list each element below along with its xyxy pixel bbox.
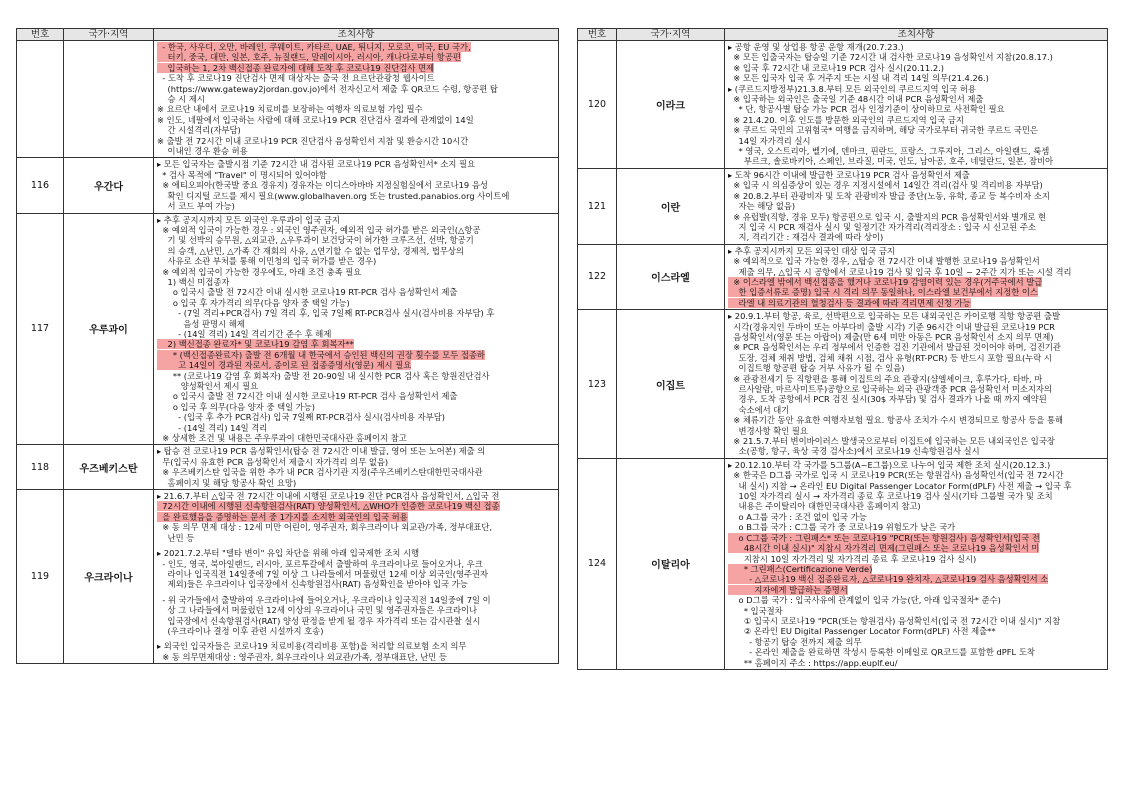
measure-line xyxy=(157,125,554,135)
measure-line xyxy=(157,94,554,104)
measure-text: * 단, 항공사별 탑승 가능 PCR 검사 인정기준이 상이하므로 사전확인 필요 xyxy=(728,104,1005,115)
measure-line xyxy=(728,201,1103,211)
measure-line xyxy=(157,180,554,190)
measure-line xyxy=(728,543,1103,553)
measure-text: * 검사 목적에 "Travel" 이 명시되어 있어야함 xyxy=(157,169,327,180)
table-row xyxy=(578,244,1108,309)
measure-text: 입국장에서 신속항원검사(RAT) 양성 판정을 받게 될 경우 자가격리 또는 감시관찰 실시 xyxy=(157,615,481,626)
measure-line xyxy=(728,156,1103,166)
measure-line xyxy=(728,637,1103,647)
highlighted-text: 지자에게 발급하는 증명서 xyxy=(728,584,848,595)
measure-line xyxy=(728,342,1103,352)
measure-text: 무(입국시 유효한 PCR 음성확인서 제출시 자가격리 의무 없음) xyxy=(157,456,389,467)
measure-line xyxy=(157,84,554,94)
measure-line xyxy=(728,658,1103,668)
measure-line xyxy=(728,170,1103,180)
row-number: 121 xyxy=(578,168,617,244)
measure-line xyxy=(157,548,554,558)
measure-line xyxy=(728,405,1103,415)
measure-line xyxy=(157,433,554,443)
table-header-row xyxy=(17,29,559,41)
measure-text: ※ 입국 시 의심증상이 있는 경우 지정시설에서 14일간 격리(검사 및 격리비용 자부담) xyxy=(728,180,1043,191)
measure-line xyxy=(157,267,554,277)
measure-line xyxy=(728,322,1103,332)
measure-text: (우크라이나 결정 이후 관련 시설까지 호송) xyxy=(157,625,324,636)
measure-line xyxy=(728,626,1103,636)
row-measures xyxy=(725,168,1108,244)
measure-text: ※ 요르단 내에서 코로나19 치료비를 보장하는 여행자 의료보험 가입 필수 xyxy=(157,104,423,115)
measure-text: ※ 상세한 조건 및 내용은 주우루과이 대한민국대사관 홈페이지 참고 xyxy=(157,433,407,444)
measure-line xyxy=(157,159,554,169)
measure-text: ※ 모든 입국자 입국 후 거주지 또는 시설 내 격리 14일 의무(21.4.26.) xyxy=(728,73,989,84)
measure-line xyxy=(157,350,554,360)
header-measures: 조치사항 xyxy=(725,29,1108,41)
highlighted-text: * (백신접종완료자) 출발 전 6개월 내 한국에서 승인된 백신의 권장 횟수를 모두 접종하 xyxy=(157,349,485,360)
measure-line xyxy=(157,298,554,308)
highlighted-text: - 한국, 사우디, 오만, 바레인, 쿠웨이트, 카타르, UAE, 튀니지, 모로코, 미국, EU 국가, xyxy=(157,42,471,52)
measure-line xyxy=(157,256,554,266)
measure-text: 숙소에서 대기 xyxy=(728,404,790,415)
measure-line xyxy=(157,626,554,636)
measure-text: o 입국 후 자가격리 의무(다음 양자 중 택일 가능) xyxy=(157,297,350,308)
measure-line xyxy=(728,374,1103,384)
measure-line xyxy=(728,125,1103,135)
row-country: 이탈리아 xyxy=(617,458,725,669)
measure-line xyxy=(728,606,1103,616)
measure-line xyxy=(728,73,1103,83)
row-number: 118 xyxy=(17,445,64,490)
measure-line xyxy=(157,104,554,114)
table-row xyxy=(17,445,559,490)
measure-line xyxy=(728,491,1103,501)
highlighted-text: - △코로나19 백신 접종완료자, △코로나19 완치자, △코로나19 검사 음성확인서 소 xyxy=(728,574,1049,585)
measure-line xyxy=(728,384,1103,394)
measure-line xyxy=(728,232,1103,242)
measure-text: ▸ (쿠르드지방정부)21.3.8.부터 모든 외국인의 쿠르드지역 입국 허용 xyxy=(728,83,976,94)
measure-line xyxy=(728,616,1103,626)
measure-line xyxy=(728,394,1103,404)
measure-line xyxy=(157,170,554,180)
measure-text: - 도착 후 코로나19 진단검사 면제 대상자는 출국 전 요르단관광청 웹사이트 xyxy=(157,73,435,84)
highlighted-text: 라엘 내 의료기관의 혈청검사 등 결과에 따라 격리면제 신청 가능 xyxy=(728,297,971,308)
measure-text: ▸ 공항 운영 및 상업용 항공 운항 재개(20.7.23.) xyxy=(728,42,904,52)
measure-line xyxy=(157,381,554,391)
measure-line xyxy=(157,136,554,146)
measure-line xyxy=(157,235,554,245)
measure-text: 1) 백신 미접종자 xyxy=(157,276,230,287)
table-row xyxy=(17,41,559,158)
measure-text: ▸ 추후 공지시까지 모든 외국인 대상 입국 금지 xyxy=(728,245,895,256)
highlighted-text: 2) 백신접종 완료자* 및 코로나19 감염 후 회복자** xyxy=(157,339,354,350)
highlighted-text: 48시간 이내 실시)" 지참시 자가격리 면제(그린패스 또는 코로나19 음성확인서 미 xyxy=(728,543,1040,554)
highlighted-text: 72시간 이내에 시행된 신속항원검사(RAT) 양성확인서, △WHO가 인증한 코로나19 백신 접종 xyxy=(157,501,500,512)
measure-text: ※ 쿠르드 국민의 고위험국* 여행을 금지하며, 해당 국가로부터 귀국한 쿠르드 국민은 xyxy=(728,125,1038,136)
highlighted-text: 고 14일이 경과된 자로서, 종이로 된 접종증명서(영문) 제시 필요 xyxy=(157,360,412,371)
measure-line xyxy=(728,363,1103,373)
measure-text: o 입국시 출발 전 72시간 이내 실시한 코로나19 RT-PCR 검사 음성확인서 제출 xyxy=(157,391,458,402)
measure-line xyxy=(728,564,1103,574)
measure-text: 제출 의무, △입국 시 공항에서 코로나19 검사 및 입국 후 10일 ~ 2주간 지가 또는 시설 격리 xyxy=(728,266,1072,277)
measure-line xyxy=(728,481,1103,491)
measure-text: 경우, 도착 공항에서 PCR 검진 실시(30$ 자부담) 및 검사 결과가 나올 때 까지 예약된 xyxy=(728,394,1047,405)
row-measures xyxy=(154,158,559,213)
table-row xyxy=(578,168,1108,244)
measure-line xyxy=(157,52,554,62)
measure-text: 확인 디지털 코드를 제시 필요(www.globalhaven.org 또는 trusted.panabios.org 사이트에 xyxy=(157,190,510,201)
measure-text: ** 홈페이지 주소 : https://app.euplf.eu/ xyxy=(728,657,898,668)
row-number xyxy=(17,41,64,158)
row-measures xyxy=(725,244,1108,309)
measure-line xyxy=(157,63,554,73)
measure-text: ※ 입국 후 72시간 내 코로나19 PCR 검사 실시(20.11.2.) xyxy=(728,62,944,73)
measure-line xyxy=(157,569,554,579)
measure-line xyxy=(157,559,554,569)
measure-line xyxy=(728,267,1103,277)
measure-text: ※ 21.4.20. 이후 인도를 방문한 외국인의 쿠르드지역 입국 금지 xyxy=(728,114,964,125)
measure-text: ※ 예외적 입국이 가능한 경우에도, 아래 조건 충족 필요 xyxy=(157,266,362,277)
measure-text: o D그룹 국가 : 입국사유에 관계없이 입국 가능(단, 아래 입국절차* 준수) xyxy=(728,595,1001,606)
row-country: 우간다 xyxy=(64,158,154,213)
measure-line xyxy=(728,512,1103,522)
measure-text: 소(공항, 항구, 육상 국경 검사소)에서 코로나19 신속항원검사 실시 xyxy=(728,446,980,457)
row-measures xyxy=(725,458,1108,669)
right-table-column xyxy=(577,28,1108,670)
measure-text: ▸ 20.12.10.부터 각 국가를 5그룹(A~E그룹)으로 나누어 입국 제한 조치 실시(20.12.3.) xyxy=(728,459,1051,470)
measure-line xyxy=(157,605,554,615)
measure-text: 이내인 경우 환승 허용 xyxy=(157,146,248,157)
measure-line xyxy=(728,554,1103,564)
measure-line xyxy=(728,501,1103,511)
measure-text: 10일 자가격리 실시 → 자가격리 종료 후 코로나19 검사 실시(기타 그룹별 국가 및 조치 xyxy=(728,491,1053,502)
measure-line xyxy=(728,52,1103,62)
measure-text: 14일 자가격리 실시 xyxy=(728,135,811,146)
measure-text: 사유로 소관 부처를 통해 이민청의 입국 허가를 받은 경우) xyxy=(157,256,377,267)
measure-text: ※ 예외적으로 입국 가능한 경우, △탑승 전 72시간 이내 발행한 코로나19 음성확인서 xyxy=(728,256,1040,267)
measure-line xyxy=(728,212,1103,222)
measure-line xyxy=(728,522,1103,532)
measure-text: - (입국 후 추가 PCR검사) 입국 7일째 RT-PCR검사 실시(검사비용 자부담) xyxy=(157,412,445,423)
measure-text: ※ 에티오피아(한국발 중요 경유지) 경유자는 이디스아바바 지정실험실에서 코로나19 음성 xyxy=(157,180,488,191)
measure-line xyxy=(728,246,1103,256)
measure-text: - 항공기 탑승 전까지 제출 의무 xyxy=(728,636,862,647)
row-number: 119 xyxy=(17,490,64,664)
measure-line xyxy=(157,246,554,256)
measure-line xyxy=(728,533,1103,543)
measure-text: ※ 21.5.7.부터 변이바이러스 발생국으로부터 이집트에 입국하는 모든 내외국인은 입국장 xyxy=(728,436,1055,447)
measure-line xyxy=(728,470,1103,480)
row-country: 이라크 xyxy=(617,41,725,169)
measure-text: ① 입국시 코로나19 "PCR(또는 항원검사) 음성확인서(입국 전 72시간 이내 실시)" 지참 xyxy=(728,615,1061,626)
measure-line xyxy=(157,146,554,156)
measure-text: ** (코로나19 감염 후 회복자) 출발 전 20-90일 내 실시한 PCR 검사 혹은 항원진단검사 xyxy=(157,370,490,381)
measure-line xyxy=(728,415,1103,425)
header-country: 국가·지역 xyxy=(617,29,725,41)
row-measures xyxy=(154,213,559,445)
measure-text: o A그룹 국가 : 조건 없이 입국 가능 xyxy=(728,511,867,522)
measure-text: ※ 20.8.2.부터 관광비자 및 도착 관광비자 발급 중단(노동, 유학, 종교 등 복수비자 소지 xyxy=(728,190,1050,201)
measure-text: ▸ 추후 공지시까지 모든 외국인 우루과이 입국 금지 xyxy=(157,214,340,225)
measure-line xyxy=(157,277,554,287)
measure-line xyxy=(728,136,1103,146)
measure-text: o 입국 후 의무(다음 양자 중 택일 가능) xyxy=(157,401,316,412)
highlighted-text: 터키, 중국, 대만, 일본, 호주, 뉴질랜드, 말레이시아, 러시아, 캐나다로부터 항공편 xyxy=(157,52,461,63)
row-country xyxy=(64,41,154,158)
row-country: 이집트 xyxy=(617,310,725,459)
measure-text: 서 코드 부여 가능) xyxy=(157,201,235,212)
measure-line xyxy=(157,595,554,605)
measure-line xyxy=(157,641,554,651)
measure-line xyxy=(728,311,1103,321)
measure-text: 내 실시) 지참 → 온라인 EU Digital Passenger Locator Form(dPLF) 사전 제출 → 입국 후 xyxy=(728,480,1072,491)
measure-line xyxy=(728,191,1103,201)
measure-text: o 입국시 출발 전 72시간 이내 실시한 코로나19 RT-PCR 검사 음성확인서 제출 xyxy=(157,287,458,298)
measure-line xyxy=(728,94,1103,104)
table-row xyxy=(578,458,1108,669)
measure-text: - (14일 격리) 14일 격리 xyxy=(157,422,268,433)
measure-text: 지참시 10일 자가격리 및 자가격리 종료 후 코로나19 검사 실시) xyxy=(728,553,977,564)
measure-text: 음성 판명시 해제 xyxy=(157,318,245,329)
measure-text: 의 승객, △난민, △가족 간 재회의 사유, △연기할 수 없는 업무상, 경제적, 법무상의 xyxy=(157,245,464,256)
measure-line xyxy=(157,402,554,412)
header-num: 번호 xyxy=(578,29,617,41)
measure-text: - (14일 격리) 14일 격리기간 준수 후 해제 xyxy=(157,328,332,339)
measures-table-left xyxy=(16,28,559,664)
measure-line xyxy=(157,115,554,125)
measure-line xyxy=(157,339,554,349)
measure-text: * 입국절차 xyxy=(728,605,783,616)
measure-text: ※ 동 의무 면제 대상 : 12세 미만 어린이, 영주권자, 회우크라이나 외교관/가족, 정부대표단, xyxy=(157,522,493,533)
table-row xyxy=(578,41,1108,169)
measure-text: 양성확인서 제시 필요 xyxy=(157,381,259,391)
measure-line xyxy=(157,73,554,83)
measure-line xyxy=(157,191,554,201)
measure-line xyxy=(728,647,1103,657)
measure-line xyxy=(728,146,1103,156)
measure-text: ※ 모든 입출국자는 탑승일 기준 72시간 내 검사한 코로나19 음성확인서 지참(20.8.17.) xyxy=(728,52,1053,63)
measure-line xyxy=(157,371,554,381)
measure-line xyxy=(728,332,1103,342)
measure-text: o B그룹 국가 : C그룹 국가 중 코로나19 위험도가 낮은 국가 xyxy=(728,522,956,533)
table-row xyxy=(17,158,559,213)
measure-line xyxy=(728,574,1103,584)
measure-text: 부르크, 솔로바키아, 스페인, 브라질, 미국, 인도, 남아공, 호주, 네덜란드, 일본, 잠비아 xyxy=(728,156,1054,167)
measure-line xyxy=(157,579,554,589)
measure-text: ▸ 탑승 전 코로나19 PCR 음성확인서(탑승 전 72시간 이내 발급, 영어 또는 노어본) 제출 의 xyxy=(157,446,486,457)
measure-text: ※ 입국하는 외국인은 출국일 기준 48시간 이내 PCR 음성확인서 제출 xyxy=(728,94,984,105)
measure-line xyxy=(728,84,1103,94)
row-number: 123 xyxy=(578,310,617,459)
measure-line xyxy=(157,457,554,467)
measure-line xyxy=(157,616,554,626)
table-header-row xyxy=(578,29,1108,41)
highlighted-text: ※ 이스라엘 밖에서 백신접종을 했거나 코로나19 감염이력 있는 경우(거주국에서 발급 xyxy=(728,276,1043,287)
measure-line xyxy=(157,287,554,297)
measure-text: ※ 관광전세기 등 직항편을 통해 이집트의 주요 관광지(샴엘셰이크, 후루가다, 타바, 마 xyxy=(728,373,1043,384)
measure-text: ② 온라인 EU Digital Passenger Locator Form(dPLF) 사전 제출** xyxy=(728,626,996,637)
row-number: 124 xyxy=(578,458,617,669)
measure-line xyxy=(157,225,554,235)
measure-line xyxy=(157,446,554,456)
measure-text: 변경사항 확인 필요 xyxy=(728,425,808,436)
measure-line xyxy=(728,298,1103,308)
measure-line xyxy=(728,436,1103,446)
measure-text: 자는 해당 없음) xyxy=(728,201,796,212)
highlighted-text: o C그룹 국가 : 그린패스* 또는 코로나19 "PCR(또는 항원검사) 음성확인서(입국 전 xyxy=(728,532,1040,543)
measure-text: * 영국, 오스트리아, 벨기에, 덴마크, 핀란드, 프랑스, 그루지아, 그리스, 아일랜드, 룩셈 xyxy=(728,146,1050,157)
measure-line xyxy=(157,423,554,433)
measure-text: 내용은 주이탈리아 대한민국대사관 홈페이지 참고) xyxy=(728,501,921,512)
measure-text: 제외)들은 우크라이나 입국장에서 신속항원검사(RAT) 음성확인을 받아야 입국 가능 xyxy=(157,579,468,590)
measure-line xyxy=(157,533,554,543)
measure-text: (https://www.gateway2jordan.gov.jo)에서 전자신고서 제출 후 QR코드 수령, 항공편 탑 xyxy=(157,83,498,94)
row-measures xyxy=(725,41,1108,169)
row-number: 122 xyxy=(578,244,617,309)
measure-text: ▸ 외국인 입국자들은 코로나19 치료비용(격리비용 포함)을 처리할 의료보험 소지 의무 xyxy=(157,641,467,652)
measure-line xyxy=(728,42,1103,52)
measure-line xyxy=(728,256,1103,266)
measure-line xyxy=(157,42,554,52)
row-measures xyxy=(725,310,1108,459)
measure-text: ※ 출발 전 72시간 이내 코로나19 PCR 진단검사 음성확인서 지참 및 환승시간 10시간 xyxy=(157,135,469,146)
row-measures xyxy=(154,490,559,664)
measure-text: ※ 한국은 D그룹 국가로 입국 시 코로나19 PCR(또는 항원검사) 음성확인서(입국 전 72시간 xyxy=(728,470,1064,481)
row-country: 이스라엘 xyxy=(617,244,725,309)
measure-text: ※ 유럽발(직항, 경유 모두) 항공편으로 입국 시, 출발지의 PCR 음성확인서와 별개로 현 xyxy=(728,211,1047,222)
measure-text: 기 및 선박의 승무원, △외교관, △우루과이 보건당국이 허가한 크루즈선, 선박, 항공기 xyxy=(157,235,474,246)
measure-line xyxy=(728,104,1103,114)
measure-text: ※ 동 의무면제대상 : 영주권자, 회우크라이나 외교관/가족, 정부대표단, 난민 등 xyxy=(157,651,447,662)
measure-text: - 인도, 영국, 북아일랜드, 러시아, 포르투갈에서 출발하여 우크라이나로 들어오거나, 우크 xyxy=(157,558,483,569)
header-num: 번호 xyxy=(17,29,64,41)
measure-line xyxy=(728,180,1103,190)
measure-text: ※ 우즈베키스탄 입국을 위한 추가 내 PCR 검사기관 지정(주우즈베키스탄대한민국대사관 xyxy=(157,467,483,478)
header-country: 국가·지역 xyxy=(64,29,154,41)
measure-text: ▸ 20.9.1.부터 항공, 육로, 선박편으로 입국하는 모든 내외국인은 카이로행 직항 항공편 출발 xyxy=(728,311,1060,322)
measure-line xyxy=(157,412,554,422)
table-row xyxy=(17,213,559,445)
measure-line xyxy=(157,652,554,662)
left-table-column xyxy=(16,28,559,664)
highlighted-text: 한 입증서류로 증명) 입국 시 격리 의무 동일하나, 이스라엘 보건부에서 지정한 이스 xyxy=(728,287,1038,298)
measure-line xyxy=(728,222,1103,232)
row-measures xyxy=(154,41,559,158)
measure-text: 르사알람, 마르사미트루)공항으로 입국하는 외국 관광객중 PCR 음성확인서 미소지자의 xyxy=(728,384,1052,394)
measure-line xyxy=(157,215,554,225)
measure-line xyxy=(157,201,554,211)
measure-text: 음성확인서(영문 또는 아랍어) 제출(만 6세 미만 아동은 PCR 음성확인서 소지 의무 면제) xyxy=(728,331,1054,342)
highlighted-text: 을 완료했음을 증명하는 문서 중 1가지를 소지한 외국인의 입국 허용 xyxy=(157,511,408,522)
measure-line xyxy=(157,319,554,329)
measure-text: 홈페이지 및 해당 항공사 확인 요망) xyxy=(157,477,297,488)
row-measures xyxy=(154,445,559,490)
measure-line xyxy=(157,467,554,477)
highlighted-text: 입국하는 1, 2차 백신접종 완료자에 대해 도착 후 코로나19 진단검사 면제 xyxy=(157,62,435,73)
measure-line xyxy=(157,308,554,318)
measure-line xyxy=(157,522,554,532)
measure-line xyxy=(728,115,1103,125)
measure-text: 라이나 입국직전 14일중에 7일 이상 그 나라들에서 머물렀던 12세 이상 외국인(영주권자 xyxy=(157,568,489,579)
row-number: 120 xyxy=(578,41,617,169)
table-row xyxy=(578,310,1108,459)
row-country: 우루과이 xyxy=(64,213,154,445)
measure-text: - 위 국가들에서 출발하여 우크라이나에 들어오거나, 우크라이나 입국직전 14일중에 7일 이 xyxy=(157,594,491,605)
header-measures: 조치사항 xyxy=(154,29,559,41)
row-number: 116 xyxy=(17,158,64,213)
measure-text: - (7일 격리+PCR검사) 7일 격리 후, 입국 7일째 RT-PCR검사 실시(검사비용 자부담) 후 xyxy=(157,308,495,319)
measure-line xyxy=(157,329,554,339)
measure-text: ▸ 모든 입국자는 출발시점 기준 72시간 내 검사된 코로나19 PCR 음성확인서* 소지 필요 xyxy=(157,159,476,170)
measure-text: ※ 인도, 네팔에서 입국하는 사람에 대해 코로나19 PCR 진단검사 결과에 관계없이 14일 xyxy=(157,114,474,125)
measure-text: 이집트행 항공편 탑승 거부 사유가 될 수 있음) xyxy=(728,363,905,374)
measure-line xyxy=(728,63,1103,73)
measure-line xyxy=(728,446,1103,456)
measure-text: ▸ 도착 96시간 이내에 발급한 코로나19 PCR 검사 음성확인서 제출 xyxy=(728,169,970,180)
measure-line xyxy=(157,501,554,511)
measure-text: ▸ 21.6.7.부터 △입국 전 72시간 이내에 시행된 코로나19 진단 PCR검사 음성확인서, △입국 전 xyxy=(157,491,500,502)
table-row xyxy=(17,490,559,664)
measure-text: 지 입국 시 PCR 재검사 실시 및 일정기간 자가격리(격리장소 : 입국 시 신고된 주소 xyxy=(728,221,1036,232)
measure-text: 간 시설격리(자부담) xyxy=(157,125,241,136)
measure-text: - 온라인 제출을 완료하면 작성시 등록한 이메일로 QR코드를 포함한 dPFL 도착 xyxy=(728,647,1035,658)
measure-text: ※ 체류기간 동안 유효한 여행자보험 필요. 항공사 조치가 수시 변경되므로 항공사 등을 통해 xyxy=(728,415,1064,426)
measure-line xyxy=(728,353,1103,363)
measure-line xyxy=(728,277,1103,287)
measure-text: ※ PCR 음성확인서는 우리 정부에서 인증한 검진 기관에서 발급된 것이어야 하며, 검진기관 xyxy=(728,342,1061,353)
row-number: 117 xyxy=(17,213,64,445)
measure-text: 시각(경유지인 두바이 또는 아부다비 출발 시각) 기준 96시간 이내 발급된 코로나19 PCR xyxy=(728,321,1055,332)
measure-line xyxy=(157,512,554,522)
row-country: 이란 xyxy=(617,168,725,244)
measure-line xyxy=(728,595,1103,605)
measure-line xyxy=(728,460,1103,470)
highlighted-text: * 그린패스(Certificazione Verde) xyxy=(728,563,873,574)
row-country: 우즈베키스탄 xyxy=(64,445,154,490)
measure-line xyxy=(157,391,554,401)
measure-line xyxy=(728,287,1103,297)
measure-line xyxy=(157,478,554,488)
measure-text: ※ 예외적 입국이 가능한 경우 : 외국인 영주권자, 예외적 입국 허가를 받은 외국인(△항공 xyxy=(157,224,481,235)
measure-text: 도장, 검체 채취 방법, 검체 채취 시점, 검사 유형(RT-PCR) 등 반드시 포함 필요(누락 시 xyxy=(728,352,1052,363)
measure-line xyxy=(728,585,1103,595)
measures-table-right xyxy=(577,28,1108,670)
measure-text: 지, 격리기간 : 재검사 결과에 따라 상이) xyxy=(728,232,884,243)
measure-text: 상 그 나라들에서 머물렀던 12세 이상의 우크라이나 국민 및 영주권자들은 우크라이나 xyxy=(157,605,477,616)
measure-line xyxy=(728,426,1103,436)
measure-text: 승 시 제시 xyxy=(157,94,205,105)
row-country: 우크라이나 xyxy=(64,490,154,664)
measure-line xyxy=(157,360,554,370)
measure-text: 난민 등 xyxy=(157,532,195,543)
measure-text: ▸ 2021.7.2.부터 "델타 변이" 유입 차단을 위해 아래 입국제한 조치 시행 xyxy=(157,548,420,559)
measure-line xyxy=(157,491,554,501)
